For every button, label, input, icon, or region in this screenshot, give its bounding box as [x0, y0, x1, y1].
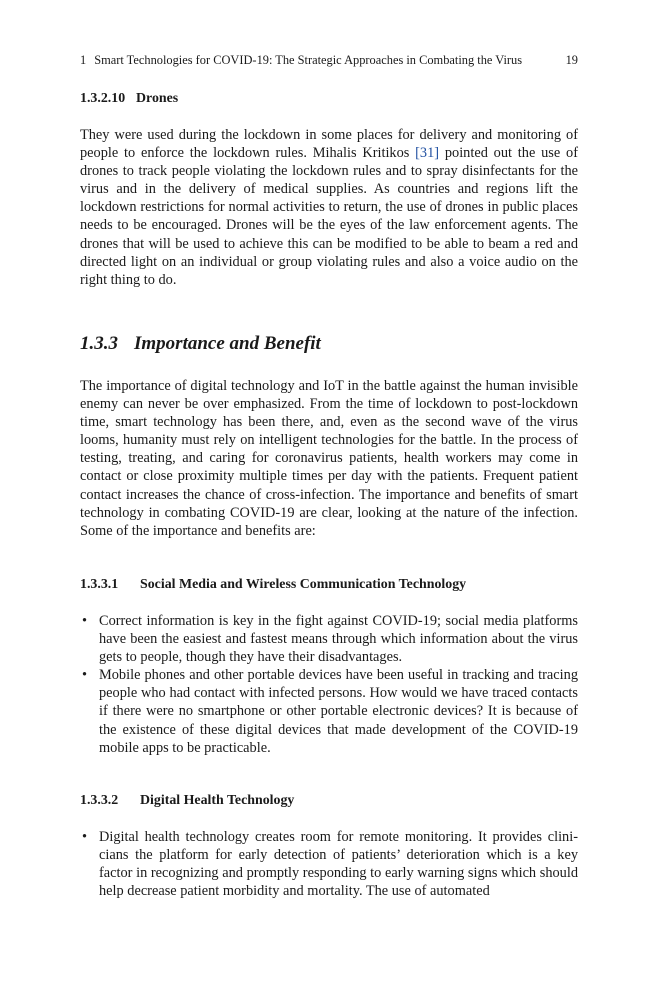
section-title: Digital Health Technology [140, 793, 295, 808]
section-number: 1.3.2.10 [80, 91, 126, 106]
list-item-text: Correct information is key in the fight against COVID-19; social media platforms have been the easiest and fastest means through which information about the virus gets to people, though they have their disadvantages. [99, 613, 578, 666]
running-head [80, 52, 578, 68]
section-title: Importance and Benefit [134, 333, 321, 354]
paragraph-text: pointed out the use of drones to track people violating the lockdown rules and to spray disinfectants for the virus and in the delivery of medical supplies. As countries and regions lift the lockdown restrictions for normal activities to return, the use of drones in public places needs to be encouraged. Drones will be the eyes of the law enforcement agents. The drones that will be used to achieve this can be modified to be able to beam a red and directed light on an individual or group violating rules and also a voice audio on the right thing to do. [80, 145, 578, 288]
section-number: 1.3.3.2 [80, 793, 119, 808]
paragraph-text: They were used during the lockdown in some places for delivery and monitoring of people to enforce the lockdown rules. Mihalis Kritikos [80, 127, 578, 162]
heading-social-media [80, 576, 578, 594]
heading-importance [80, 332, 578, 356]
list-item [80, 828, 578, 900]
list-item-text: Mobile phones and other portable devices have been useful in tracking and tracing people who had contact with infected persons. How would we have traced contacts if there were no smartphone or other portable electronic devices? It is because of the existence of these digital devices that made development of the COVID-19 mobile apps to be practicable. [99, 667, 578, 756]
chapter-title: Smart Technologies for COVID-19: The Strategic Approaches in Combating the Virus [94, 53, 523, 67]
bullet-icon: • [82, 829, 88, 845]
heading-digital-health [80, 792, 578, 810]
bullet-list-social-media [80, 612, 578, 757]
bullet-list-digital-health [80, 828, 578, 900]
list-item [80, 612, 578, 666]
chapter-number: 1 [80, 53, 87, 67]
bullet-icon: • [82, 613, 88, 629]
bullet-icon: • [82, 667, 88, 684]
page-number: 19 [565, 53, 578, 67]
paragraph-drones [80, 126, 578, 289]
section-title: Drones [136, 91, 179, 106]
paragraph-importance: The importance of digital technology and IoT in the battle against the human invisible enemy can never be over emphasized. From the time of lockdown to post-lockdown time, smart technology has been there, and, even as the second wave of the virus looms, humanity must rely on intelligent technologies for the battle. In the process of testing, treating, and caring for coronavirus patients, health workers may come in contact or close proximity multiple times per day with the patients. Frequent patient contact increases the chance of cross-infection. The importance and benefits of smart technology in combating COVID-19 are clear, looking at the nature of the infection. Some of the importance and benefits are: [80, 378, 578, 539]
section-number: 1.3.3.1 [80, 577, 119, 592]
section-title: Social Media and Wireless Communication Technology [140, 577, 467, 592]
section-number: 1.3.3 [80, 333, 118, 354]
list-item [80, 666, 578, 756]
list-item-text: Digital health technology creates room for remote monitoring. It provides clinicians the platform for early detection of patients’ deterioration which is a key factor in recognizing and promptly responding to early warning signs which should help decrease patient morbidity and mortality. The use of automated [99, 829, 578, 900]
running-head-left [80, 52, 522, 68]
heading-drones [80, 90, 578, 108]
citation-link[interactable]: [31] [415, 145, 440, 162]
